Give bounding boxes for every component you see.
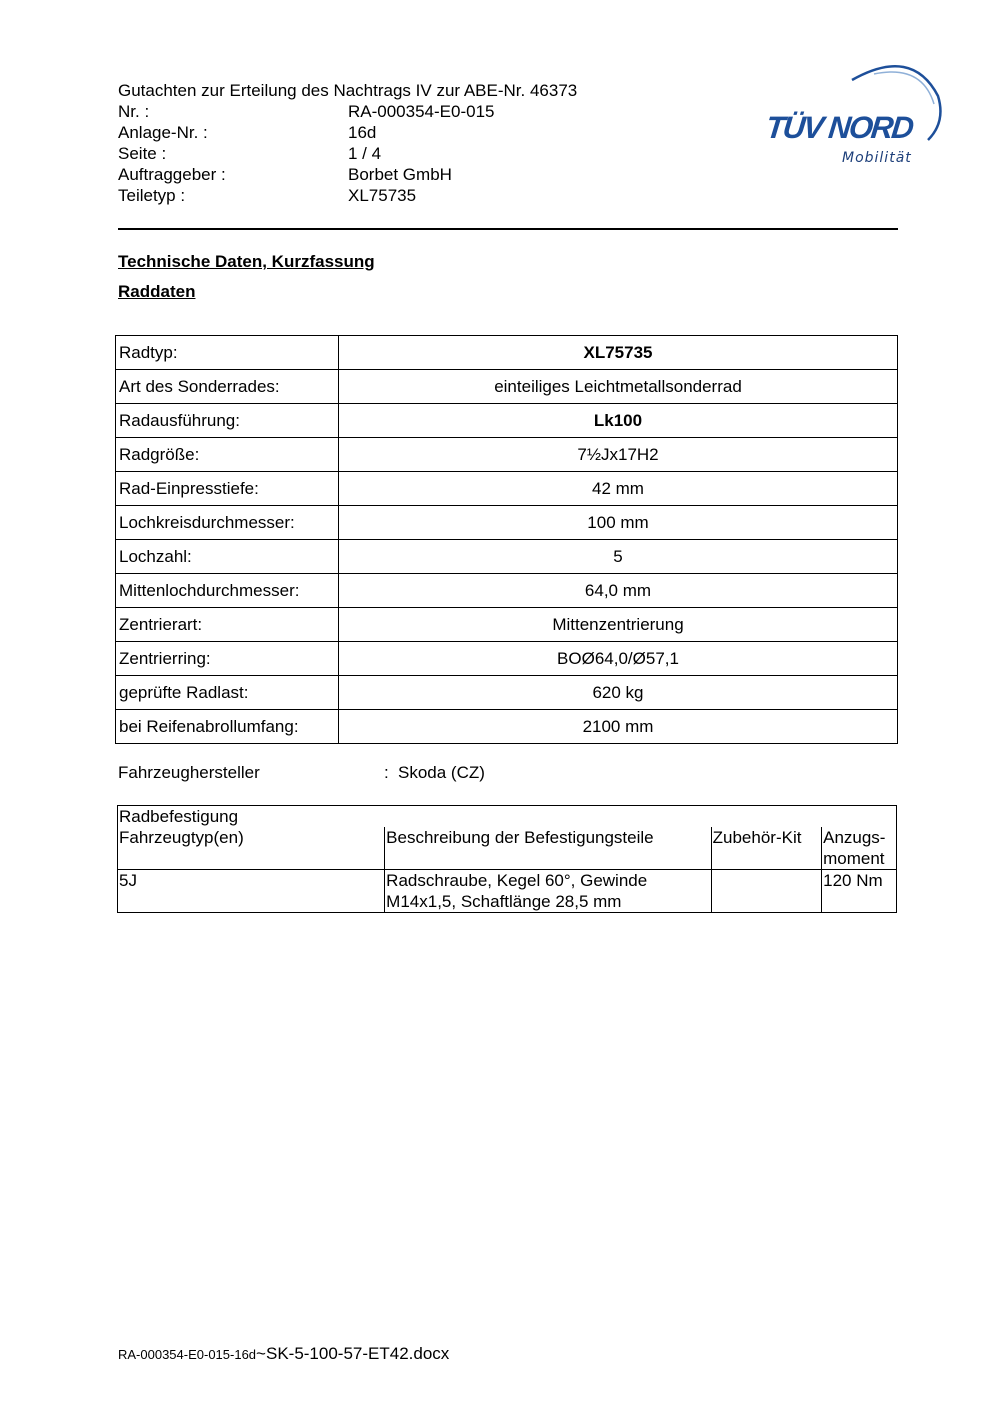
column-header: Zubehör-Kit — [711, 827, 821, 870]
table-row — [116, 540, 898, 574]
logo-subtitle: Mobilität — [842, 150, 912, 166]
header-value: RA-000354-E0-015 — [348, 102, 495, 121]
table-row — [116, 608, 898, 642]
table-row — [116, 438, 898, 472]
raddaten-value: XL75735 — [339, 336, 898, 370]
raddaten-value: 620 kg — [339, 676, 898, 710]
raddaten-table — [115, 335, 898, 744]
table-row — [116, 676, 898, 710]
radbefestigung-title: Radbefestigung — [118, 806, 897, 828]
header-key: Teiletyp : — [118, 186, 186, 205]
column-header-line: Anzugs- — [823, 828, 886, 847]
raddaten-label: Radtyp: — [116, 336, 339, 370]
raddaten-value: 100 mm — [339, 506, 898, 540]
zubehoer-kit-cell — [711, 870, 821, 913]
logo-wordmark: TÜV NORD — [764, 110, 914, 145]
raddaten-value: Lk100 — [339, 404, 898, 438]
tuv-nord-logo — [762, 58, 942, 168]
column-header — [822, 827, 897, 870]
table-row — [116, 404, 898, 438]
table-row — [118, 870, 897, 913]
anzugsmoment-cell: 120 Nm — [822, 870, 897, 913]
table-row — [116, 710, 898, 744]
table-row — [116, 472, 898, 506]
raddaten-value: einteiliges Leichtmetallsonderrad — [339, 370, 898, 404]
raddaten-label: bei Reifenabrollumfang: — [116, 710, 339, 744]
raddaten-value: BOØ64,0/Ø57,1 — [339, 642, 898, 676]
raddaten-label: geprüfte Radlast: — [116, 676, 339, 710]
raddaten-label: Rad-Einpresstiefe: — [116, 472, 339, 506]
fahrzeughersteller-separator: : — [384, 763, 389, 782]
table-row — [116, 336, 898, 370]
raddaten-label: Art des Sonderrades: — [116, 370, 339, 404]
column-header-line: moment — [823, 849, 885, 868]
radbefestigung-table — [117, 805, 897, 913]
header-divider — [118, 228, 898, 230]
raddaten-label: Zentrierring: — [116, 642, 339, 676]
section-title: Technische Daten, Kurzfassung — [118, 252, 375, 271]
column-header: Fahrzeugtyp(en) — [118, 827, 385, 870]
header-key: Auftraggeber : — [118, 165, 226, 184]
footer-filename: ~SK-5-100-57-ET42.docx — [256, 1344, 450, 1363]
header-row-anlage — [118, 122, 577, 143]
raddaten-value: 5 — [339, 540, 898, 574]
header-value: XL75735 — [348, 186, 417, 205]
header-row-nr — [118, 101, 577, 122]
fahrzeughersteller-row — [118, 762, 485, 783]
raddaten-value: 64,0 mm — [339, 574, 898, 608]
raddaten-label: Zentrierart: — [116, 608, 339, 642]
header-value: Borbet GmbH — [348, 165, 452, 184]
raddaten-value: Mittenzentrierung — [339, 608, 898, 642]
page-footer — [118, 1344, 449, 1364]
table-column-headers — [118, 827, 897, 870]
header-key: Nr. : — [118, 102, 150, 121]
raddaten-label: Radgröße: — [116, 438, 339, 472]
header-row-auftraggeber — [118, 164, 577, 185]
raddaten-value: 2100 mm — [339, 710, 898, 744]
header-value: 16d — [348, 123, 377, 142]
column-header: Beschreibung der Befestigungsteile — [385, 827, 711, 870]
raddaten-label: Lochkreisdurchmesser: — [116, 506, 339, 540]
table-row — [116, 370, 898, 404]
raddaten-value: 7½Jx17H2 — [339, 438, 898, 472]
raddaten-label: Mittenlochdurchmesser: — [116, 574, 339, 608]
header-row-teiletyp — [118, 185, 577, 206]
section-subtitle: Raddaten — [118, 282, 196, 301]
table-row — [116, 574, 898, 608]
table-row — [116, 506, 898, 540]
header-row-seite — [118, 143, 577, 164]
footer-document-id: RA-000354-E0-015-16d — [118, 1347, 257, 1362]
table-header-row — [118, 806, 897, 828]
header-key: Anlage-Nr. : — [118, 123, 208, 142]
beschreibung-cell — [385, 870, 711, 913]
header-title: Gutachten zur Erteilung des Nachtrags IV zur ABE-Nr. 46373 — [118, 81, 578, 100]
beschreibung-line: M14x1,5, Schaftlänge 28,5 mm — [386, 892, 622, 911]
header-value: 1 / 4 — [348, 144, 382, 163]
document-header — [118, 80, 577, 206]
raddaten-label: Radausführung: — [116, 404, 339, 438]
beschreibung-line: Radschraube, Kegel 60°, Gewinde — [386, 871, 648, 890]
fahrzeughersteller-label: Fahrzeughersteller — [118, 763, 260, 782]
raddaten-value: 42 mm — [339, 472, 898, 506]
raddaten-label: Lochzahl: — [116, 540, 339, 574]
fahrzeugtyp-cell: 5J — [118, 870, 385, 913]
fahrzeughersteller-value: Skoda (CZ) — [398, 763, 485, 782]
header-key: Seite : — [118, 144, 167, 163]
table-row — [116, 642, 898, 676]
